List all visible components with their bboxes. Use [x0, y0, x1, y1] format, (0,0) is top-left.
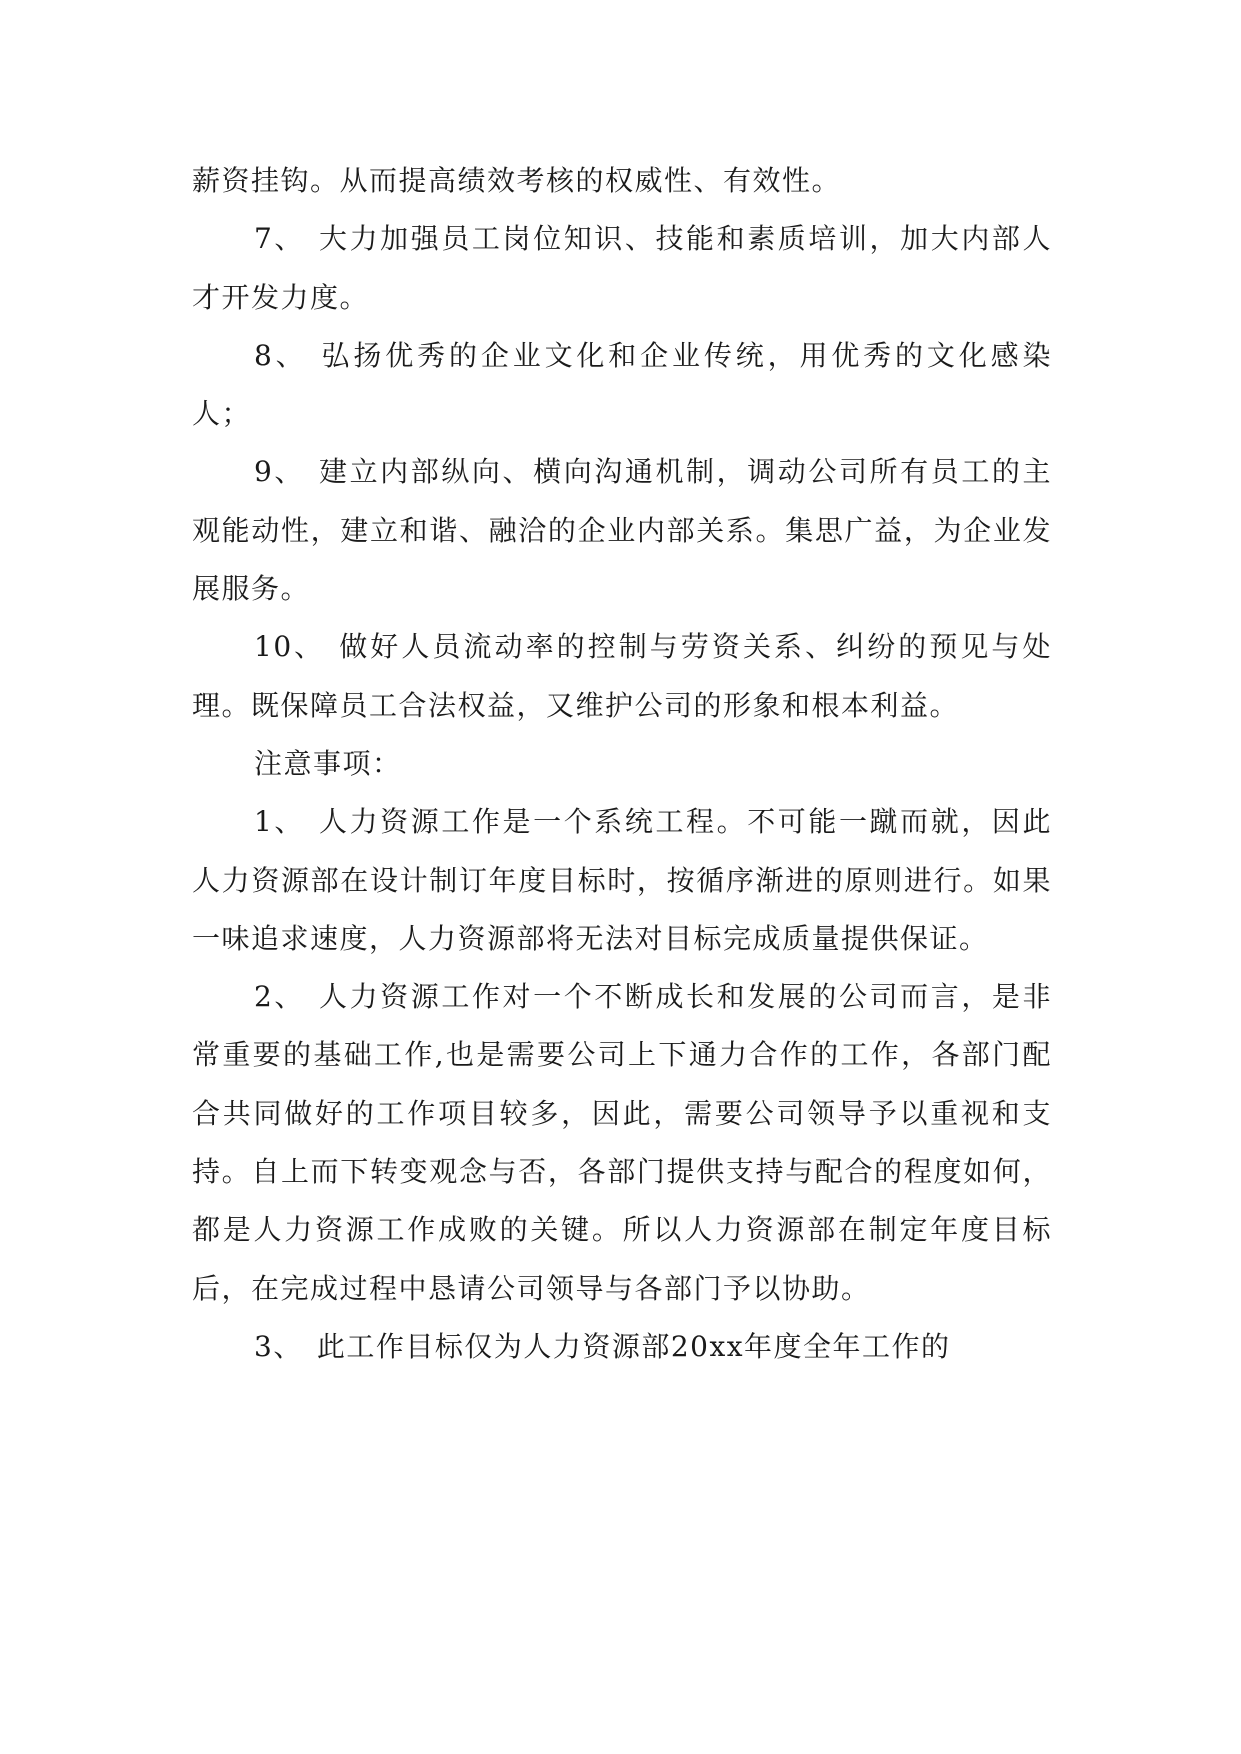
paragraph-number: 3、 — [254, 1329, 303, 1363]
paragraph-number: 10、 — [254, 630, 326, 664]
paragraph-number: 1、 — [254, 805, 305, 839]
notes-heading-text: 注意事项： — [254, 746, 402, 780]
note-3 — [192, 1318, 1052, 1376]
paragraph-text: 大力加强员工岗位知识、技能和素质培训，加大内部人才开发力度。 — [192, 222, 1052, 314]
paragraph-text: 建立内部纵向、横向沟通机制，调动公司所有员工的主观能动性，建立和谐、融洽的企业内部关系。集思广益，为企业发展服务。 — [192, 455, 1052, 606]
note-1 — [192, 793, 1052, 968]
note-2 — [192, 968, 1052, 1318]
paragraph-text: 薪资挂钩。从而提高绩效考核的权威性、有效性。 — [192, 164, 842, 197]
paragraph-number: 9、 — [254, 455, 305, 489]
paragraph-8 — [192, 327, 1052, 444]
paragraph-0 — [192, 152, 1052, 210]
paragraph-number: 7、 — [254, 222, 305, 256]
paragraph-text: 人力资源工作是一个系统工程。不可能一蹴而就，因此人力资源部在设计制订年度目标时，按循序渐进的原则进行。如果一味追求速度，人力资源部将无法对目标完成质量提供保证。 — [192, 805, 1052, 955]
paragraph-number: 2、 — [254, 980, 305, 1014]
notes-heading — [192, 735, 1052, 793]
paragraph-text: 人力资源工作对一个不断成长和发展的公司而言，是非常重要的基础工作,也是需要公司上下通力合作的工作，各部门配合共同做好的工作项目较多，因此，需要公司领导予以重视和支持。自上而下转变观念与否，各部门提供支持与配合的程度如何，都是人力资源工作成败的关键。所以人力资源部在制定年度目标后，在完成过程中恳请公司领导与各部门予以协助。 — [192, 980, 1052, 1305]
paragraph-text: 此工作目标仅为人力资源部20xx年度全年工作的 — [316, 1329, 951, 1363]
paragraph-7 — [192, 210, 1052, 327]
paragraph-text: 弘扬优秀的企业文化和企业传统，用优秀的文化感染人； — [192, 338, 1052, 431]
paragraph-number: 8、 — [254, 338, 308, 372]
paragraph-9 — [192, 443, 1052, 618]
paragraph-text: 做好人员流动率的控制与劳资关系、纠纷的预见与处理。既保障员工合法权益，又维护公司的形象和根本利益。 — [192, 630, 1052, 722]
document-body — [192, 152, 1052, 1376]
paragraph-10 — [192, 618, 1052, 735]
